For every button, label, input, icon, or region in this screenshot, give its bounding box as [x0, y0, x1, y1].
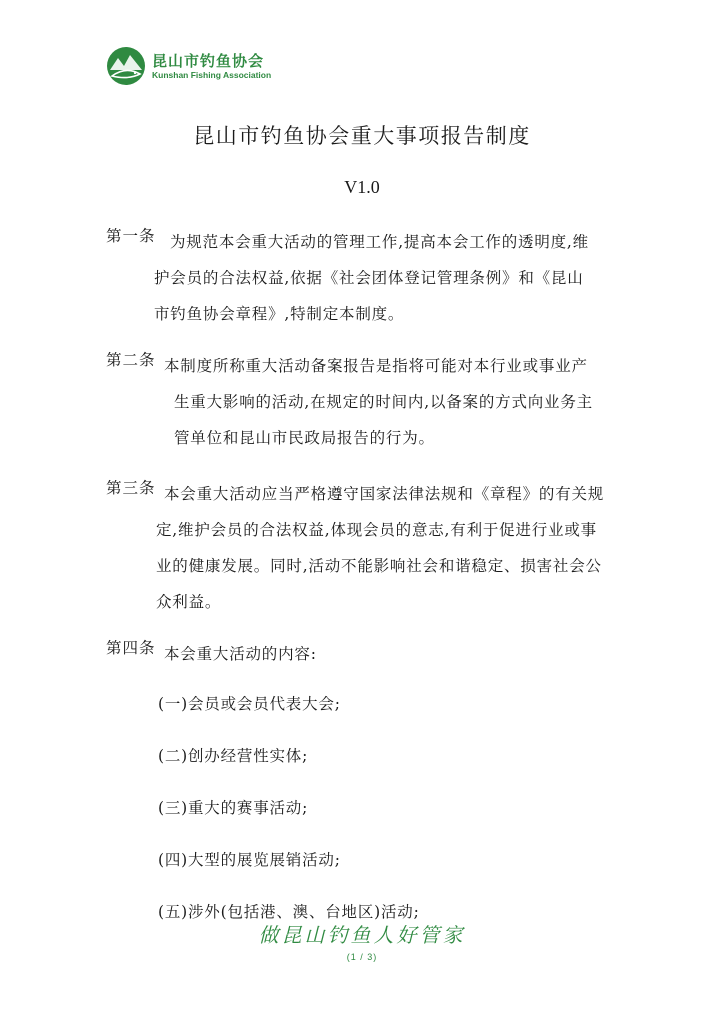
list-item: (五)涉外(包括港、澳、台地区)活动; — [158, 903, 420, 921]
article-line: 众利益。 — [156, 593, 222, 611]
article-label: 第三条 — [106, 479, 156, 497]
article-line: 市钓鱼协会章程》,特制定本制度。 — [154, 305, 405, 323]
list-item: (一)会员或会员代表大会; — [158, 695, 341, 713]
article-line: 为规范本会重大活动的管理工作,提高本会工作的透明度,维 — [170, 233, 589, 251]
logo-chinese-name: 昆山市钓鱼协会 — [152, 51, 265, 70]
page-number: (1 / 3) — [346, 952, 378, 962]
footer-slogan: 做昆山钓鱼人好管家 — [258, 923, 466, 947]
article-line: 护会员的合法权益,依据《社会团体登记管理条例》和《昆山 — [154, 269, 584, 287]
activity-list — [158, 686, 420, 946]
article-1 — [106, 224, 616, 332]
document-version: V1.0 — [344, 177, 380, 197]
article-line: 生重大影响的活动,在规定的时间内,以备案的方式向业务主 — [174, 393, 593, 411]
document-title: 昆山市钓鱼协会重大事项报告制度 — [193, 124, 531, 148]
list-item: (四)大型的展览展销活动; — [158, 851, 341, 869]
article-line: 本会重大活动应当严格遵守国家法律法规和《章程》的有关规 — [164, 485, 605, 503]
article-label: 第四条 — [106, 639, 156, 657]
list-item: (二)创办经营性实体; — [158, 747, 309, 765]
article-2 — [106, 348, 616, 456]
article-line: 本制度所称重大活动备案报告是指将可能对本行业或事业产 — [164, 357, 588, 375]
article-label: 第一条 — [106, 227, 156, 245]
article-3 — [106, 476, 616, 620]
article-4 — [106, 636, 616, 672]
header — [106, 44, 271, 88]
fish-logo-icon — [106, 46, 146, 86]
logo-english-name: Kunshan Fishing Association — [152, 69, 272, 80]
article-label: 第二条 — [106, 351, 156, 369]
article-line: 业的健康发展。同时,活动不能影响社会和谐稳定、损害社会公 — [156, 557, 602, 575]
article-line: 定,维护会员的合法权益,体现会员的意志,有利于促进行业或事 — [156, 521, 597, 539]
article-line: 管单位和昆山市民政局报告的行为。 — [174, 429, 435, 447]
list-item: (三)重大的赛事活动; — [158, 799, 309, 817]
article-line: 本会重大活动的内容: — [164, 645, 317, 663]
